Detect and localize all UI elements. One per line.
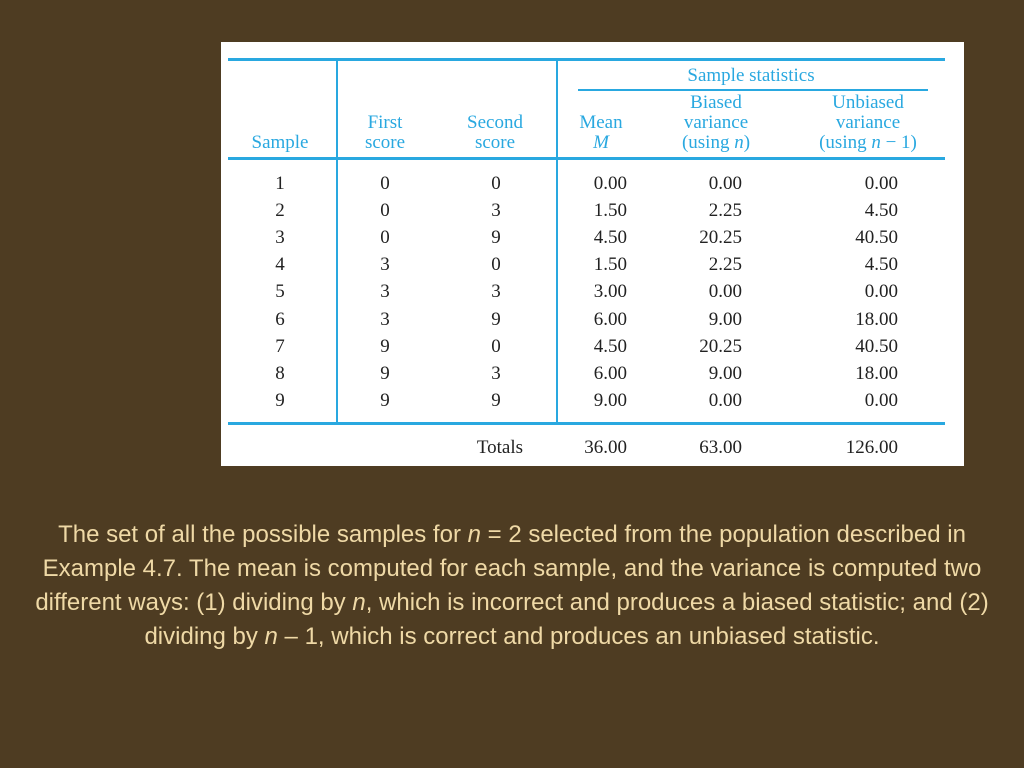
sample-cell: 5 [275,281,285,303]
scores-column-divider [556,58,558,424]
second-score-cell: 0 [491,173,501,194]
sample-statistics-table [221,42,964,466]
biased-variance-cell: 0.00 [708,389,742,411]
unbiased-variance-cell: 40.50 [855,227,898,249]
sample-cell: 1 [275,173,285,194]
totals-unbiased: 126.00 [845,437,898,458]
biased-variance-cell: 2.25 [708,200,742,222]
totals-mean: 36.00 [584,437,627,458]
header-unbiased-variance: Unbiased variance (using n − 1) [819,92,917,153]
first-score-cell: 9 [380,389,390,411]
first-score-cell: 0 [380,173,390,194]
group-header-sample-statistics: Sample statistics [687,65,815,86]
biased-variance-cell: 2.25 [708,254,742,276]
sample-cell: 6 [275,308,285,330]
header-second-score: Second score [467,112,523,153]
group-header-rule [578,89,928,91]
first-score-cell: 3 [380,308,390,330]
first-score-cell: 0 [380,227,390,249]
unbiased-variance-cell: 4.50 [864,254,898,276]
header-mean: Mean M [579,112,623,153]
unbiased-variance-cell: 40.50 [855,335,898,357]
mean-cell: 6.00 [593,362,627,384]
header-biased-variance: Biased variance (using n) [681,92,751,153]
biased-variance-cell: 0.00 [708,281,742,303]
unbiased-variance-cell: 18.00 [855,308,898,330]
first-score-cell: 0 [380,200,390,222]
sample-cell: 7 [275,335,285,357]
biased-variance-cell: 9.00 [708,308,742,330]
totals-biased: 63.00 [699,437,742,458]
unbiased-variance-cell: 0.00 [864,173,898,194]
biased-variance-cell: 0.00 [708,173,742,194]
unbiased-variance-cell: 4.50 [864,200,898,222]
mean-cell: 1.50 [593,254,627,276]
header-sample: Sample [251,132,309,153]
mean-cell: 1.50 [593,200,627,222]
sample-cell: 8 [275,362,285,384]
first-score-cell: 9 [380,362,390,384]
header-first-score: First score [364,112,406,153]
mean-cell: 0.00 [593,173,627,194]
mean-cell: 3.00 [593,281,627,303]
sample-cell: 3 [275,227,285,249]
mean-cell: 4.50 [593,227,627,249]
sample-cell: 2 [275,200,285,222]
sample-column-divider [336,58,338,424]
mean-cell: 4.50 [593,335,627,357]
second-score-cell: 3 [491,281,501,303]
unbiased-variance-cell: 0.00 [864,281,898,303]
second-score-cell: 9 [491,389,501,411]
second-score-cell: 0 [491,335,501,357]
sample-cell: 4 [275,254,285,276]
sample-cell: 9 [275,389,285,411]
figure-caption: The set of all the possible samples for n = 2 selected from the population described in Example 4.7. The mean is computed for each sample, and the variance is computed two different ways: (1) dividing by n, which is incorrect and produces a biased statistic; and (2) dividing by n – 1, which is correct and produces an unbiased statistic. [35,521,989,650]
biased-variance-cell: 20.25 [699,335,742,357]
biased-variance-cell: 9.00 [708,362,742,384]
mean-cell: 9.00 [593,389,627,411]
second-score-cell: 3 [491,200,501,222]
second-score-cell: 0 [491,254,501,276]
unbiased-variance-cell: 0.00 [864,389,898,411]
mean-cell: 6.00 [593,308,627,330]
unbiased-variance-cell: 18.00 [855,362,898,384]
first-score-cell: 3 [380,254,390,276]
totals-label: Totals [476,437,523,458]
second-score-cell: 9 [491,308,501,330]
first-score-cell: 9 [380,335,390,357]
second-score-cell: 3 [491,362,501,384]
second-score-cell: 9 [491,227,501,249]
first-score-cell: 3 [380,281,390,303]
biased-variance-cell: 20.25 [699,227,742,249]
